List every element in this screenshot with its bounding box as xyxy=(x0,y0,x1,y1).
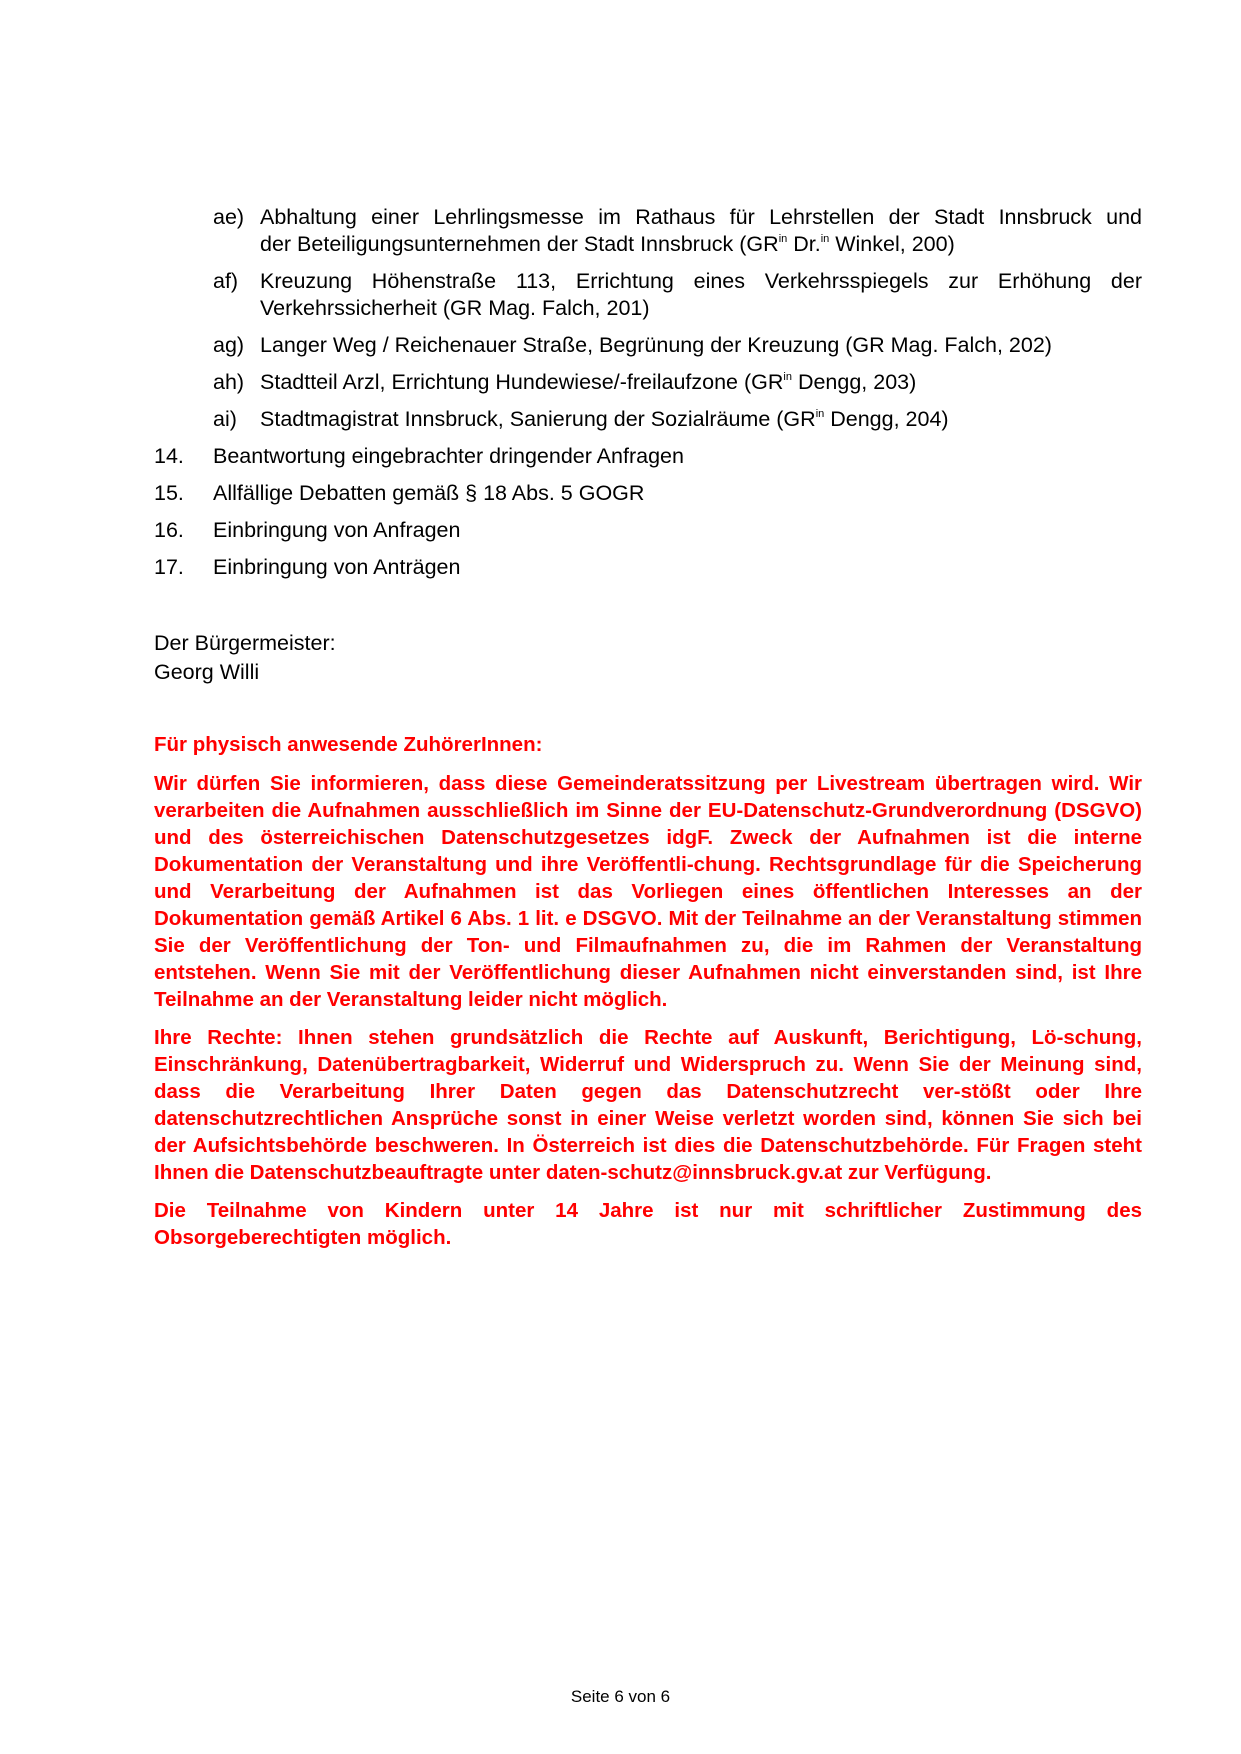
agenda-item-number: 17. xyxy=(154,555,184,579)
agenda-sub-text xyxy=(260,204,1142,258)
text-line: der Beteiligungsunternehmen der Stadt Innsbruck ($GR^{in}$ Dr.$^{in}$ Winkel, 200) xyxy=(260,232,955,256)
page-content xyxy=(154,204,1142,1262)
privacy-notice-paragraph: Wir dürfen Sie informieren, dass diese Gemeinderatssitzung per Livestream übertragen wird. Wir verarbeiten die Aufnahmen ausschließlich im Sinne der EU-Datenschutz-Grundverordnung (DSGVO) und des österreichischen Datenschutzgesetzes idgF. Zweck der Aufnahmen ist die interne Dokumentation der Veranstaltung und ihre Veröffentli-chung. Rechtsgrundlage für die Speicherung und Verarbeitung der Aufnahmen ist das Vorliegen eines öffentlichen Interesses an der Dokumentation gemäß Artikel 6 Abs. 1 lit. e DSGVO. Mit der Teilnahme an der Veranstaltung stimmen Sie der Veröffentlichung der Ton- und Filmaufnahmen zu, die im Rahmen der Veranstaltung entstehen. Wenn Sie mit der Veröffentlichung dieser Aufnahmen nicht einverstanden sind, ist Ihre Teilnahme an der Veranstaltung leider nicht möglich. xyxy=(154,772,1142,1011)
agenda-item-text: Beantwortung eingebrachter dringender Anfragen xyxy=(213,444,684,468)
agenda-sub-item-ae xyxy=(213,204,1142,258)
text-line: Kreuzung Höhenstraße 113, Errichtung eines Verkehrsspiegels zur Erhöhung der xyxy=(260,269,1142,293)
agenda-item-14 xyxy=(154,443,1142,470)
text-line: Verkehrssicherheit (GR Mag. Falch, 201) xyxy=(260,296,650,320)
agenda-sub-label: ag) xyxy=(213,333,245,357)
text-line: Langer Weg / Reichenauer Straße, Begrünung der Kreuzung (GR Mag. Falch, 202) xyxy=(260,333,1052,357)
agenda-sub-label: af) xyxy=(213,269,239,293)
signature-block xyxy=(154,629,1142,687)
privacy-notice-paragraph: Ihre Rechte: Ihnen stehen grundsätzlich die Rechte auf Auskunft, Berichtigung, Lö-schung, Einschränkung, Datenübertragbarkeit, Widerruf und Widerspruch zu. Wenn Sie der Meinung sind, dass die Verarbeitung Ihrer Daten gegen das Datenschutzrecht ver-stößt oder Ihre datenschutzrechtlichen Ansprüche sonst in einer Weise verletzt worden sind, können Sie sich bei der Aufsichtsbehörde beschweren. In Österreich ist dies die Datenschutzbehörde. Für Fragen steht Ihnen die Datenschutzbeauftragte unter daten-schutz@innsbruck.gv.at zur Verfügung. xyxy=(154,1026,1142,1184)
text-line: Stadtmagistrat Innsbruck, Sanierung der Sozialräume ($GR^{in}$ Dengg, 204) xyxy=(260,407,949,431)
agenda-sub-text xyxy=(260,369,1142,396)
superscript: in xyxy=(815,408,825,420)
agenda-sub-label: ae) xyxy=(213,205,245,229)
agenda-item-17 xyxy=(154,554,1142,581)
signature-name: Georg Willi xyxy=(154,660,260,684)
agenda-item-text: Allfällige Debatten gemäß § 18 Abs. 5 GOGR xyxy=(213,481,645,505)
agenda-item-number: 14. xyxy=(154,444,184,468)
agenda-sub-item-ai xyxy=(213,406,1142,433)
agenda-item-number: 15. xyxy=(154,481,184,505)
agenda-item-16 xyxy=(154,517,1142,544)
privacy-notice-heading: Für physisch anwesende ZuhörerInnen: xyxy=(154,733,543,756)
agenda-item-text: Einbringung von Anfragen xyxy=(213,518,461,542)
privacy-notice-paragraph: Die Teilnahme von Kindern unter 14 Jahre ist nur mit schriftlicher Zustimmung des Obsorgeberechtigten möglich. xyxy=(154,1199,1142,1249)
superscript: in xyxy=(778,233,788,245)
agenda-sub-list xyxy=(213,204,1142,433)
agenda-sub-label: ah) xyxy=(213,370,245,394)
agenda-item-15 xyxy=(154,480,1142,507)
agenda-sub-text xyxy=(260,268,1142,322)
superscript: in xyxy=(783,371,792,383)
agenda-list xyxy=(154,443,1142,581)
superscript: in xyxy=(820,233,830,245)
text-line: Stadtteil Arzl, Errichtung Hundewiese/-freilaufzone ($GR^{in}$ Dengg, 203) xyxy=(260,370,917,394)
agenda-sub-text xyxy=(260,332,1142,359)
agenda-sub-item-ah xyxy=(213,369,1142,396)
agenda-sub-label: ai) xyxy=(213,407,237,431)
agenda-item-number: 16. xyxy=(154,518,184,542)
page-number: Seite 6 von 6 xyxy=(570,1687,671,1706)
signature-role: Der Bürgermeister: xyxy=(154,631,336,655)
text-line: Abhaltung einer Lehrlingsmesse im Rathaus für Lehrstellen der Stadt Innsbruck und xyxy=(260,205,1142,229)
agenda-item-text: Einbringung von Anträgen xyxy=(213,555,461,579)
privacy-notice xyxy=(154,731,1142,1251)
agenda-sub-item-ag xyxy=(213,332,1142,359)
agenda-sub-text xyxy=(260,406,1142,433)
agenda-sub-item-af xyxy=(213,268,1142,322)
